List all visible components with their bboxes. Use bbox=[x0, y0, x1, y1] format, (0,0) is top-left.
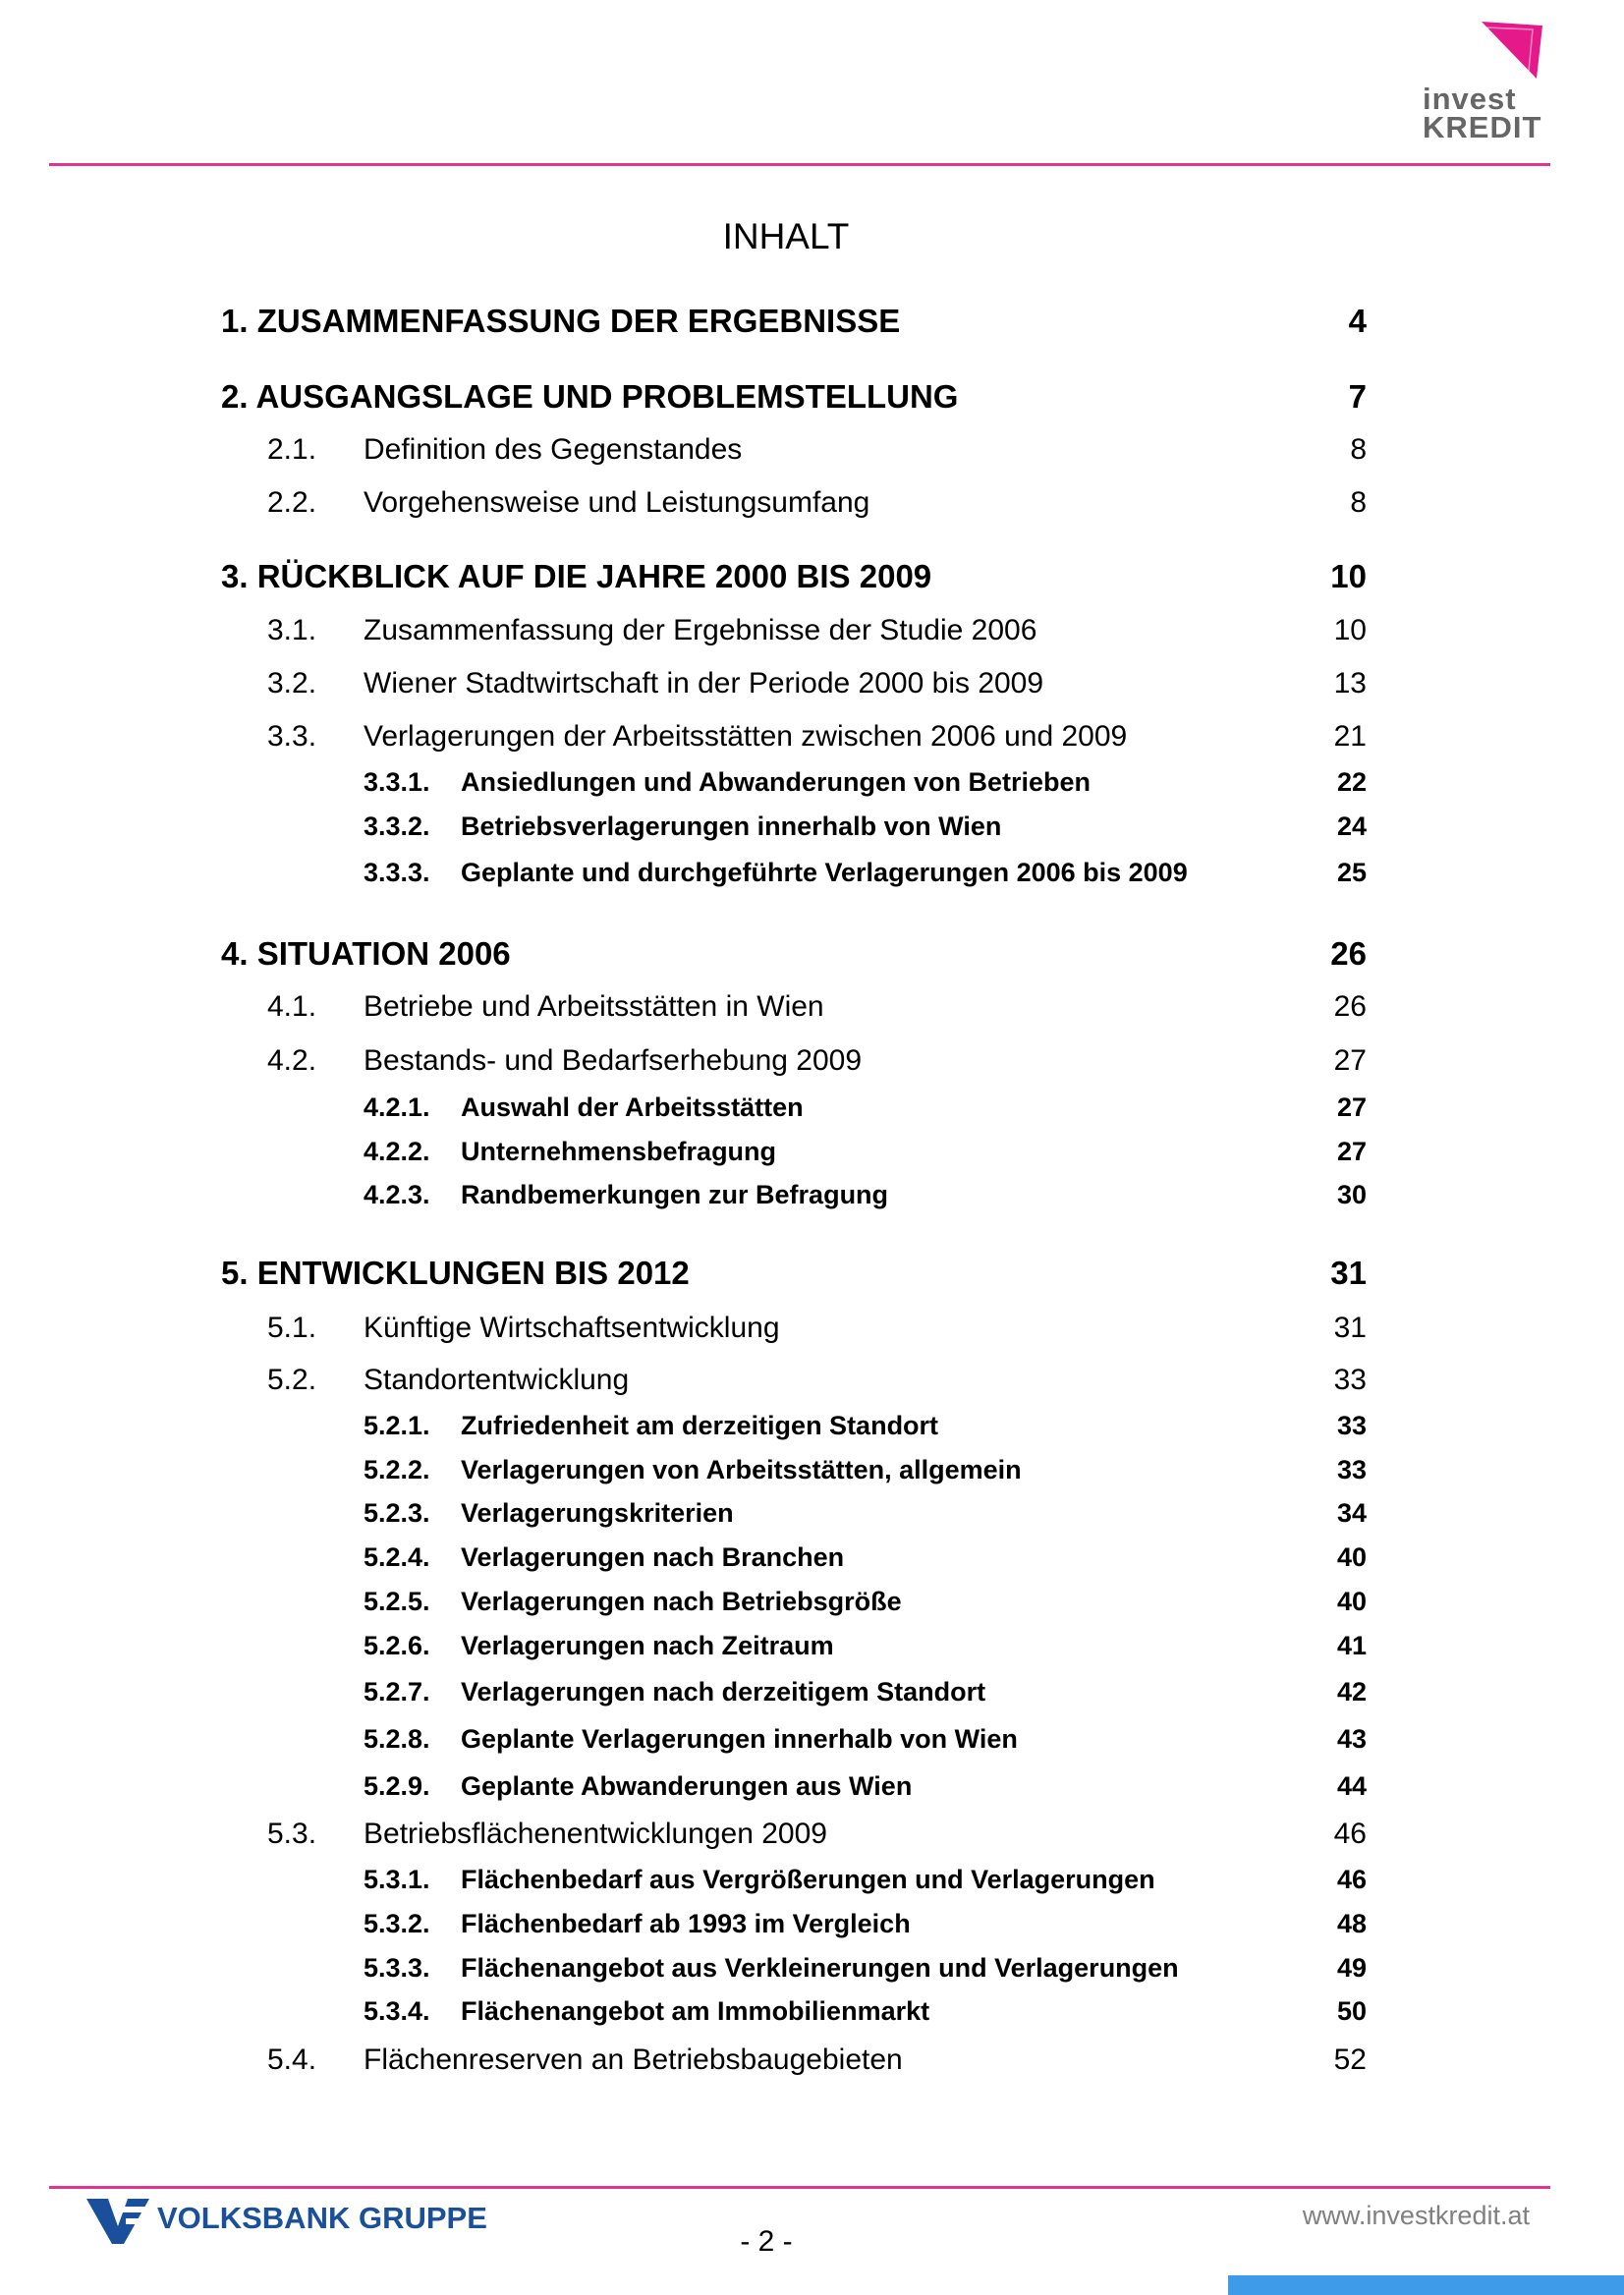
toc-entry-page: 40 bbox=[1336, 1587, 1367, 1616]
footer-accent-bar bbox=[1228, 2275, 1624, 2295]
toc-entry-number: 2.2. bbox=[267, 486, 317, 519]
toc-entry-number: 5.3.3. bbox=[364, 1953, 430, 1983]
toc-entry-page: 46 bbox=[1333, 1818, 1367, 1850]
toc-entry-title: Betriebsverlagerungen innerhalb von Wien bbox=[461, 812, 1002, 841]
toc-entry-number: 5.4. bbox=[267, 2043, 317, 2076]
toc-entry-title: Geplante und durchgeführte Verlagerungen 2006 bis 2009 bbox=[461, 858, 1188, 887]
toc-entry-page: 33 bbox=[1336, 1455, 1367, 1484]
toc-entry-number: 4.1. bbox=[267, 990, 317, 1023]
toc-entry-title: Künftige Wirtschaftsentwicklung bbox=[364, 1312, 780, 1344]
toc-entry-title: Wiener Stadtwirtschaft in der Periode 2000 bis 2009 bbox=[364, 667, 1044, 700]
toc-entry-title: Randbemerkungen zur Befragung bbox=[461, 1180, 889, 1209]
footer-divider bbox=[49, 2186, 1550, 2189]
toc-entry-number: 4.2.1. bbox=[364, 1092, 430, 1122]
toc-entry-title: Unternehmensbefragung bbox=[461, 1137, 777, 1166]
toc-entry-page: 31 bbox=[1333, 1312, 1367, 1344]
toc-entry-page: 7 bbox=[1348, 378, 1367, 415]
toc-entry-title: Betriebsflächenentwicklungen 2009 bbox=[364, 1818, 827, 1850]
toc-entry-number: 5.3.4. bbox=[364, 1996, 430, 2026]
toc-entry-page: 49 bbox=[1336, 1953, 1367, 1983]
toc-entry-number: 5.2.8. bbox=[364, 1724, 430, 1754]
toc-entry-page: 27 bbox=[1336, 1092, 1367, 1122]
toc-entry-page: 10 bbox=[1333, 614, 1367, 646]
toc-entry-page: 10 bbox=[1330, 558, 1367, 594]
toc-entry-title: Verlagerungen nach Zeitraum bbox=[461, 1631, 834, 1660]
toc-entry-title: 4. SITUATION 2006 bbox=[221, 935, 511, 972]
toc-entry-title: Auswahl der Arbeitsstätten bbox=[461, 1092, 804, 1122]
toc-entry-number: 5.3.2. bbox=[364, 1909, 430, 1938]
toc-entry-number: 5.2.1. bbox=[364, 1411, 430, 1440]
toc-entry-number: 3.3.1. bbox=[364, 767, 430, 797]
toc-entry-page: 44 bbox=[1336, 1771, 1367, 1801]
toc-entry-page: 43 bbox=[1336, 1724, 1367, 1754]
toc-entry-page: 46 bbox=[1336, 1865, 1367, 1894]
toc-entry-title: 1. ZUSAMMENFASSUNG DER ERGEBNISSE bbox=[221, 303, 901, 339]
toc-entry-page: 8 bbox=[1350, 486, 1367, 519]
toc-entry-number: 3.3.3. bbox=[364, 858, 430, 887]
toc-entry-page: 13 bbox=[1333, 667, 1367, 700]
toc-entry-title: Standortentwicklung bbox=[364, 1364, 630, 1396]
logo-triangle-icon bbox=[1482, 22, 1542, 79]
page-title: INHALT bbox=[722, 216, 850, 256]
toc-entry-number: 5.2. bbox=[267, 1364, 317, 1396]
toc-entry-number: 5.2.9. bbox=[364, 1771, 430, 1801]
toc-entry-page: 8 bbox=[1350, 433, 1367, 466]
toc-entry-title: Definition des Gegenstandes bbox=[364, 433, 743, 466]
toc-entry-page: 26 bbox=[1330, 935, 1367, 972]
toc-entry-page: 41 bbox=[1336, 1631, 1367, 1660]
toc-entry-page: 48 bbox=[1336, 1909, 1367, 1938]
toc-entry-number: 2.1. bbox=[267, 433, 317, 466]
investkredit-logo bbox=[1415, 22, 1552, 149]
toc-entry-page: 25 bbox=[1336, 858, 1367, 887]
toc-entry-number: 5.3.1. bbox=[364, 1865, 430, 1894]
toc-entry-number: 5.3. bbox=[267, 1818, 317, 1850]
toc-entry-page: 24 bbox=[1336, 812, 1367, 841]
toc-entry-number: 4.2.3. bbox=[364, 1180, 430, 1209]
logo-text-kredit: KREDIT bbox=[1423, 110, 1542, 144]
toc-entry-title: Flächenreserven an Betriebsbaugebieten bbox=[364, 2043, 903, 2076]
toc-entry-page: 27 bbox=[1333, 1044, 1367, 1077]
toc-entry-page: 42 bbox=[1336, 1677, 1367, 1707]
toc-entry-page: 22 bbox=[1336, 767, 1367, 797]
toc-entry-number: 5.2.5. bbox=[364, 1587, 430, 1616]
header-divider bbox=[49, 163, 1550, 166]
toc-entry-number: 4.2.2. bbox=[364, 1137, 430, 1166]
logo-text-invest: invest bbox=[1423, 82, 1517, 116]
toc-entry-title: Verlagerungen nach Betriebsgröße bbox=[461, 1587, 902, 1616]
toc-entry-title: Flächenbedarf aus Vergrößerungen und Verlagerungen bbox=[461, 1865, 1155, 1894]
toc-entry-title: Geplante Verlagerungen innerhalb von Wien bbox=[461, 1724, 1018, 1754]
toc-entry-number: 5.2.3. bbox=[364, 1498, 430, 1528]
toc-entry-title: Verlagerungen von Arbeitsstätten, allgemein bbox=[461, 1455, 1022, 1484]
toc-entry-number: 3.1. bbox=[267, 614, 317, 646]
toc-entry-number: 5.1. bbox=[267, 1312, 317, 1344]
toc-entry-page: 33 bbox=[1336, 1411, 1367, 1440]
toc-entry-page: 30 bbox=[1336, 1180, 1367, 1209]
toc-entry-page: 50 bbox=[1336, 1996, 1367, 2026]
toc-entry-title: 2. AUSGANGSLAGE UND PROBLEMSTELLUNG bbox=[221, 378, 959, 415]
toc-entry-title: Geplante Abwanderungen aus Wien bbox=[461, 1771, 913, 1801]
toc-entry-page: 21 bbox=[1333, 720, 1367, 753]
toc-entry-number: 4.2. bbox=[267, 1044, 317, 1077]
toc-entry-title: 5. ENTWICKLUNGEN BIS 2012 bbox=[221, 1255, 690, 1291]
toc-entry-title: Bestands- und Bedarfserhebung 2009 bbox=[364, 1044, 863, 1077]
volksbank-brand-text: VOLKSBANK GRUPPE bbox=[157, 2201, 487, 2235]
toc-entry-title: 3. RÜCKBLICK AUF DIE JAHRE 2000 BIS 2009 bbox=[221, 558, 932, 594]
toc-entry-page: 52 bbox=[1333, 2043, 1367, 2076]
toc-entry-title: Verlagerungskriterien bbox=[461, 1498, 734, 1528]
toc-entry-page: 4 bbox=[1348, 303, 1367, 339]
website-link[interactable]: www.investkredit.at bbox=[1302, 2201, 1530, 2230]
toc-entry-page: 27 bbox=[1336, 1137, 1367, 1166]
toc-entry-page: 31 bbox=[1330, 1255, 1367, 1291]
toc-entry-title: Betriebe und Arbeitsstätten in Wien bbox=[364, 990, 824, 1023]
toc-entry-title: Flächenangebot am Immobilienmarkt bbox=[461, 1996, 930, 2026]
toc-entry-number: 5.2.6. bbox=[364, 1631, 430, 1660]
toc-entry-number: 3.3. bbox=[267, 720, 317, 753]
toc-entry-number: 3.2. bbox=[267, 667, 317, 700]
toc-entry-title: Flächenangebot aus Verkleinerungen und Verlagerungen bbox=[461, 1953, 1179, 1983]
toc-entry-title: Verlagerungen nach Branchen bbox=[461, 1542, 845, 1572]
toc-entry-number: 5.2.7. bbox=[364, 1677, 430, 1707]
toc-entry-title: Zusammenfassung der Ergebnisse der Studie 2006 bbox=[364, 614, 1037, 646]
toc-entry-title: Vorgehensweise und Leistungsumfang bbox=[364, 486, 870, 519]
toc-entry-number: 5.2.2. bbox=[364, 1455, 430, 1484]
toc-entry-page: 33 bbox=[1333, 1364, 1367, 1396]
toc-entry-number: 3.3.2. bbox=[364, 812, 430, 841]
page-number: - 2 - bbox=[740, 2225, 793, 2258]
toc-entry-title: Verlagerungen der Arbeitsstätten zwischen 2006 und 2009 bbox=[364, 720, 1128, 753]
toc-entry-title: Zufriedenheit am derzeitigen Standort bbox=[461, 1411, 939, 1440]
toc-entry-title: Verlagerungen nach derzeitigem Standort bbox=[461, 1677, 986, 1707]
toc-entry-page: 26 bbox=[1333, 990, 1367, 1023]
toc-entry-number: 5.2.4. bbox=[364, 1542, 430, 1572]
toc-entry-page: 40 bbox=[1336, 1542, 1367, 1572]
toc-entry-title: Ansiedlungen und Abwanderungen von Betrieben bbox=[461, 767, 1092, 797]
toc-entry-title: Flächenbedarf ab 1993 im Vergleich bbox=[461, 1909, 911, 1938]
toc-entry-page: 34 bbox=[1336, 1498, 1367, 1528]
